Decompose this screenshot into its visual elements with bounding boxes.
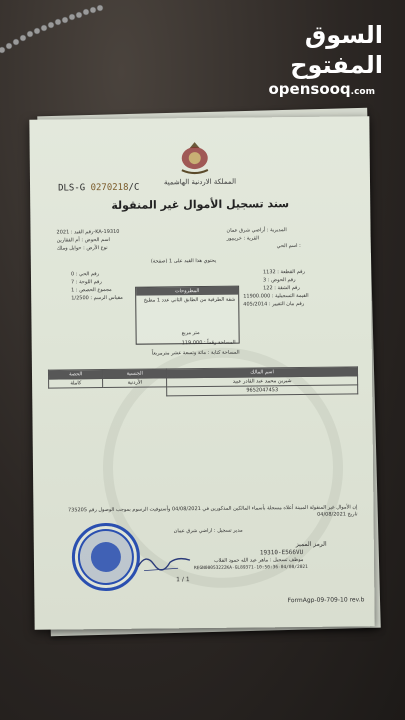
page-number: 1 / 1: [176, 576, 190, 584]
cell-owner-id: 9652047453: [167, 385, 358, 396]
area-in-words: المساحة كتابة : مائة وتسعة عشر مترمربعاً: [151, 349, 240, 357]
plot-right-3: رقم الشقة : 122: [263, 284, 300, 292]
registration-document: [29, 116, 374, 630]
plot-right-1: رقم القطعة : 1132: [262, 268, 305, 276]
reference-code: REGN00053222KA-GL89371-10:50:36-04/08/2021: [194, 564, 308, 572]
annexes-title: المطروحات: [136, 287, 238, 296]
area-unit-label: متر مربع: [181, 330, 200, 337]
watermark-arabic: السوق المفتوح: [290, 21, 383, 79]
header-share: الحصة: [48, 370, 102, 380]
jordan-coat-of-arms-icon: [178, 140, 212, 176]
form-number: FormAgp-09-709-10 rev.b: [287, 596, 365, 605]
left-field-2: اسم الحوض : أم الفقارين: [56, 236, 110, 244]
opensooq-watermark: [233, 20, 383, 98]
footer-note: إن الأموال غير المنقولة المبينة أعلاه مسجلة بأسماء المالكين المذكورين في 04/08/2021 وأستوفيت الرسوم بموجب الوصول رقم 735205 تاريخ 04/08/2021: [67, 504, 358, 518]
header-nationality: الجنسية: [103, 369, 167, 379]
director-line: مدير تسجيل : اراضي شرق عمان: [173, 527, 243, 535]
registration-officer: موظف تسجيل : ماهر عبد الله حمود القلاب: [213, 556, 304, 564]
left-field-1: رقم القيد : 2021-KA-19310: [56, 228, 120, 236]
plot-right-2: رقم الحوض : 3: [263, 277, 296, 284]
special-code-label: الرمز المميز: [295, 540, 327, 549]
plot-right-5: رقم بيان التغيير : 405/2014: [243, 300, 305, 308]
cell-nationality: الأردنية: [103, 378, 167, 388]
special-code: 19310-E566VU: [259, 548, 304, 557]
plot-left-2: رقم اللوحة : 7: [71, 279, 102, 286]
kingdom-header: المملكة الاردنية الهاشمية: [163, 177, 237, 187]
plot-right-4: القيمة التسجيلية : 11900.000: [243, 292, 309, 300]
left-field-3: نوع الأرض : حوايل وملك: [56, 244, 108, 252]
official-stamp: [72, 523, 141, 592]
owners-table: [48, 366, 358, 397]
subject-line: يحتوي هذا القيد على 1 (صفحة): [150, 257, 217, 265]
right-field-1: المديرية : أراضي شرق عمان: [226, 227, 287, 234]
cell-share: كاملة: [49, 379, 103, 389]
plot-left-3: مجموع الحصص : 1: [71, 286, 112, 294]
document-number: DLS-G 0270218/C: [58, 182, 140, 194]
bead-chain-decoration: [0, 0, 150, 60]
signature: [134, 548, 194, 575]
document-title: سند تسجيل الأموال غير المنقولة: [111, 197, 290, 212]
annexes-text: شقة الطرفية من الطابق الثاني عدد 1 مطبخ: [143, 296, 236, 304]
right-field-2: القرية : خريبيور: [226, 235, 260, 242]
plot-left-4: مقياس الرسم : 1/2500: [71, 294, 123, 302]
right-field-3: اسم الحي :: [276, 242, 301, 250]
watermark-latin: opensooq.com: [268, 80, 375, 98]
header-owner: اسم المالك: [167, 367, 358, 378]
cell-owner: شيرين محمد عبد القادر عبيد: [167, 376, 358, 387]
stamp-center: [91, 542, 121, 572]
area-numeric: المساحة رقماً : 119.000: [181, 339, 236, 347]
plot-left-1: رقم الحي : 0: [70, 271, 100, 278]
